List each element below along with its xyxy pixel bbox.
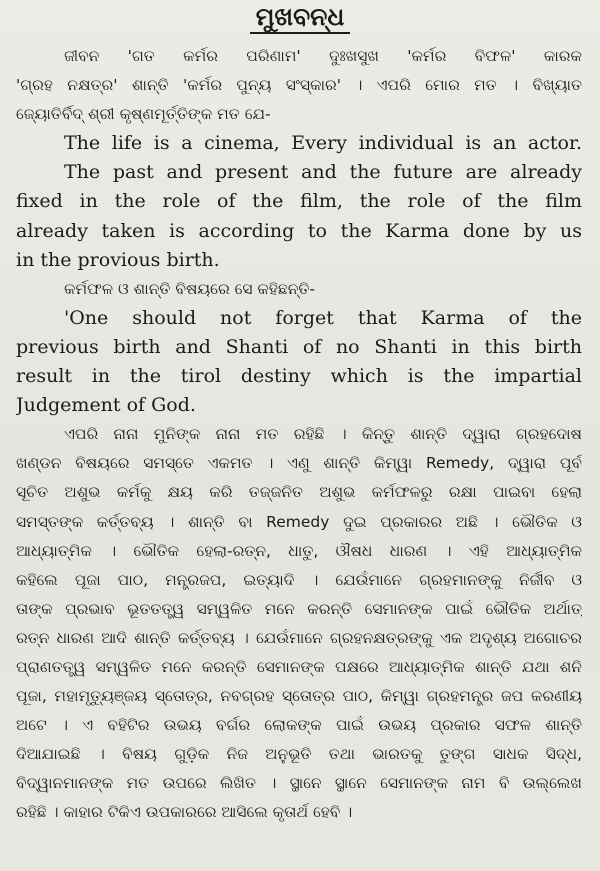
document-body [16, 42, 582, 828]
text-line: ଅଟେ । ଏ ବହିଟିର ଉଭୟ ବର୍ଗର ଲୋକଙ୍କ ପାଇଁ ଉଭୟ ପ୍ରକାର ସଫଳ ଶାନ୍ତି [16, 716, 582, 735]
text-line: ପ୍ରାଣତତ୍ତ୍ୱ ସମ୍ୱଳିତ ମନେ କରନ୍ତି ସେମାନଙ୍କ ପକ୍ଷରେ ଆଧ୍ୟାତ୍ମିକ ଶାନ୍ତି ଯଥା ଶନି [16, 657, 582, 676]
text-line: ସୂଚିତ ଅଶୁଭ କର୍ମକୁ କ୍ଷୟ କରି ତଜ୍ଜନିତ ଅଶୁଭ କର୍ମଫଳରୁ ରକ୍ଷା ପାଇବା ହେଲା [16, 483, 582, 502]
text-line: 'One should not forget that Karma of the [64, 306, 582, 329]
text-line: Judgement of God. [16, 394, 196, 417]
text-line: ରହିଛି । କାହାର ଟିକିଏ ଉପକାରରେ ଆସିଲେ କୃତାର୍ଥ ହେବି । [16, 803, 353, 822]
text-line: ଦିଆଯାଇଛି । ବିଷୟ ଗୁଡ଼ିକ ନିଜ ଅନୁଭୂତି ତଥା ଭାରତକୁ ତୁଙ୍ଗ ସାଧକ ସିଦ୍ଧ, [16, 745, 582, 764]
text-line: The life is a cinema, Every individual is an actor. [64, 132, 582, 155]
english-quote-1 [16, 129, 582, 274]
text-line: ଏପରି ନାନା ମୁନିଙ୍କ ନାନା ମତ ରହିଛି । କିନ୍ତୁ ଶାନ୍ତି ଦ୍ୱାରା ଗ୍ରହଦୋଷ [64, 425, 582, 444]
text-line: result in the tirol destiny which is the impartial [16, 365, 582, 388]
text-line: already taken is according to the Karma done by us [16, 219, 582, 242]
text-line: ବିଦ୍ୱାନମାନଙ୍କ ମତ ଉପରେ ଲିଖିତ । ସ୍ଥାନେ ସ୍ଥାନେ ସେମାନଙ୍କ ନାମ ବି ଉଲ୍ଲେଖ [16, 774, 582, 793]
text-line: The past and present and the future are already [64, 161, 582, 184]
text-line: ଜ୍ୟୋତିର୍ବିଦ୍ ଶ୍ରୀ କୃଷ୍ଣମୂର୍ତ୍ତିଙ୍କ ମତ ଯେ- [16, 105, 271, 124]
text-line: 'ଗ୍ରହ ନକ୍ଷତ୍ର' ଶାନ୍ତି 'କର୍ମର ପୁନ୍ୟ ସଂସ୍କାର' । ଏପରି ମୋର ମତ । ବିଖ୍ୟାତ [16, 76, 582, 95]
text-line: fixed in the role of the film, the role of the film [16, 190, 582, 213]
english-quote-2 [16, 304, 582, 420]
page-title [0, 0, 600, 34]
paragraph-karma [16, 275, 582, 304]
text-line: ଖଣ୍ଡନ ବିଷୟରେ ସମସ୍ତେ ଏକମତ । ଏଣୁ ଶାନ୍ତି କିମ୍ୱା Remedy, ଦ୍ୱାରା ପୂର୍ବ [16, 454, 582, 473]
text-line: ଆଧ୍ୟାତ୍ମିକ । ଭୌତିକ ହେଲା-ରତ୍ନ, ଧାତୁ, ଔଷଧ ଧାରଣ । ଏହି ଆଧ୍ୟାତ୍ମିକ [16, 541, 582, 560]
text-line: ରତ୍ନ ଧାରଣ ଆଦି ଶାନ୍ତି କର୍ତ୍ତବ୍ୟ । ଯେଉଁମାନେ ଗ୍ରହନକ୍ଷତ୍ରଙ୍କୁ ଏକ ଅଦୃଶ୍ୟ ଅଗୋଚର [16, 628, 582, 647]
page-title-text: ମୁଖବନ୍ଧ [250, 2, 351, 34]
text-line: କର୍ମଫଳ ଓ ଶାନ୍ତି ବିଷୟରେ ସେ କହିଛନ୍ତି- [64, 279, 316, 298]
text-line: ପୂଜା, ମହାମୃତ୍ୟୁଞ୍ଜୟ ସ୍ତୋତ୍ର, ନବଗ୍ରହ ସ୍ତୋତ୍ର ପାଠ, କିମ୍ୱା ଗ୍ରହମନ୍ତ୍ର ଜପ କରଣୀୟ [16, 687, 582, 706]
paragraph-intro [16, 42, 582, 129]
paragraph-remedy [16, 420, 582, 827]
text-line: in the provious birth. [16, 248, 220, 271]
text-line: previous birth and Shanti of no Shanti in this birth [16, 335, 582, 358]
text-line: ତାଙ୍କ ପ୍ରଭାବ ଭୂତତତ୍ତ୍ୱ ସମ୍ୱଳିତ ମନେ କରନ୍ତି ସେମାନଙ୍କ ପାଇଁ ଭୌତିକ ଅର୍ଥାତ୍ [16, 599, 582, 618]
text-line: ଜୀବନ 'ଗତ କର୍ମର ପରିଣାମ' ଦୁଃଖସୁଖ 'କର୍ମର ବିଫଳ' କାରକ [64, 47, 582, 65]
text-line: କହିଲେ ପୂଜା ପାଠ, ମନ୍ତ୍ରଜପ, ଇତ୍ୟାଦି । ଯେଉଁମାନେ ଗ୍ରହମାନଙ୍କୁ ନିର୍ଜୀବ ଓ [16, 570, 582, 589]
text-line: ସମସ୍ତଙ୍କ କର୍ତ୍ତବ୍ୟ । ଶାନ୍ତି ବା Remedy ଦୁଇ ପ୍ରକାରର ଅଛି । ଭୌତିକ ଓ [16, 512, 582, 531]
